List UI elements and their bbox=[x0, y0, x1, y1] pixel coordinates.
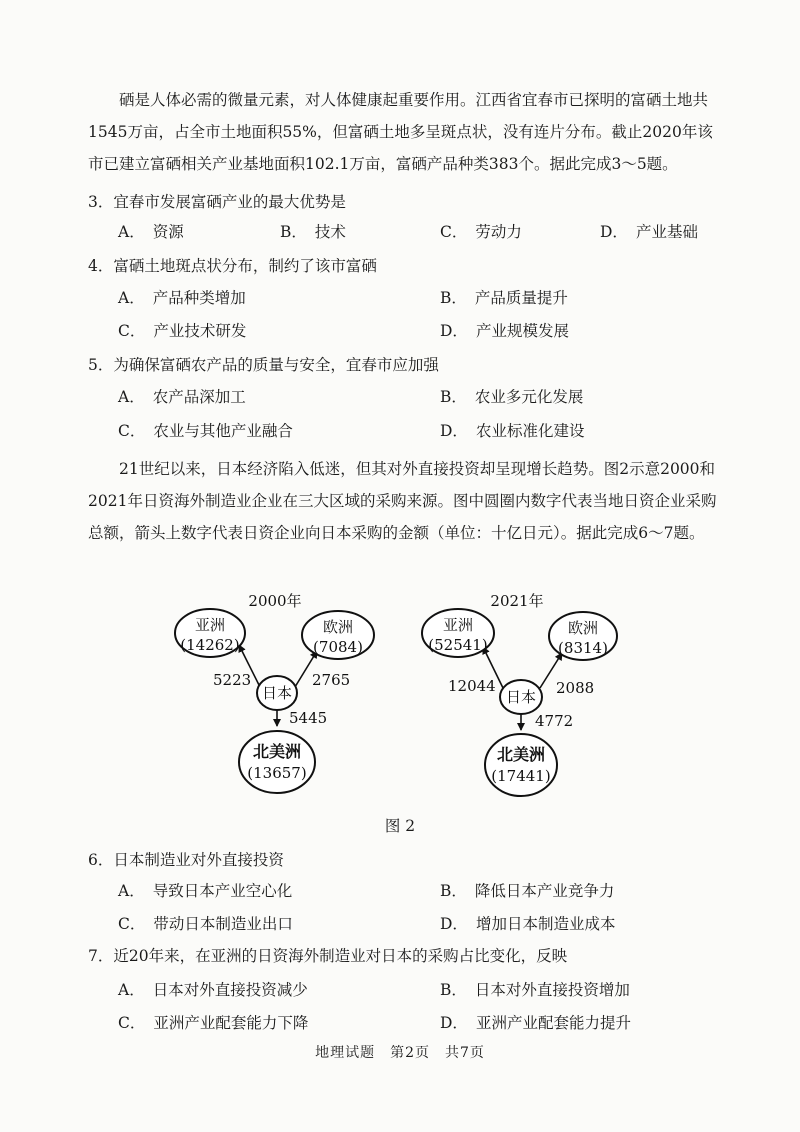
figure-caption: 图 2 bbox=[384, 817, 416, 835]
q5-option-b[interactable]: B． 农业多元化发展 bbox=[440, 388, 584, 406]
q5-option-a[interactable]: A． 农产品深加工 bbox=[118, 388, 246, 406]
q7-option-a[interactable]: A． 日本对外直接投资减少 bbox=[118, 981, 308, 999]
q4-option-c[interactable]: C． 产业技术研发 bbox=[118, 322, 247, 340]
value-japan-europe-2021: 2088 bbox=[556, 679, 595, 697]
figure-2-svg bbox=[0, 580, 800, 820]
q3-option-b[interactable]: B． 技术 bbox=[280, 223, 346, 241]
figure-2-diagram bbox=[0, 580, 800, 820]
namerica-2021-name: 北美洲 bbox=[496, 745, 546, 764]
question-6-stem: 6．日本制造业对外直接投资 bbox=[88, 851, 284, 869]
q6-option-a[interactable]: A． 导致日本产业空心化 bbox=[118, 882, 293, 900]
question-7-stem: 7．近20年来，在亚洲的日资海外制造业对日本的采购占比变化，反映 bbox=[88, 947, 568, 965]
q5-option-c[interactable]: C． 农业与其他产业融合 bbox=[118, 422, 293, 440]
q6-option-b[interactable]: B． 降低日本产业竞争力 bbox=[440, 882, 615, 900]
intro-paragraph-selenium: 硒是人体必需的微量元素，对人体健康起重要作用。江西省宜春市已探明的富硒土地共1545万亩，占全市土地面积55%，但富硒土地多呈斑点状，没有连片分布。截止2020年该市已建立富硒相关产业基地面积102.1万亩，富硒产品种类383个。据此完成3～5题。 bbox=[88, 91, 713, 173]
asia-2000-total: (14262) bbox=[180, 636, 240, 654]
q3-option-a[interactable]: A． 资源 bbox=[118, 223, 184, 241]
circle-namerica-2000 bbox=[239, 731, 315, 793]
namerica-2000-name: 北美洲 bbox=[252, 742, 302, 761]
circle-namerica-2021 bbox=[485, 734, 557, 796]
namerica-2021-total: (17441) bbox=[491, 767, 551, 785]
japan-2021-label: 日本 bbox=[505, 688, 537, 706]
q7-option-c[interactable]: C． 亚洲产业配套能力下降 bbox=[118, 1014, 309, 1032]
q7-option-b[interactable]: B． 日本对外直接投资增加 bbox=[440, 981, 630, 999]
panel-2000 bbox=[175, 592, 374, 793]
intro-paragraph-japan-fdi: 21世纪以来，日本经济陷入低迷，但其对外直接投资却呈现增长趋势。图2示意2000和2021年日资海外制造业企业在三大区域的采购来源。图中圆圈内数字代表当地日资企业采购总额，箭头上数字代表日资企业向日本采购的金额（单位：十亿日元）。据此完成6～7题。 bbox=[88, 460, 717, 542]
europe-2021-name: 欧洲 bbox=[567, 619, 599, 637]
panel-2021-year: 2021年 bbox=[490, 592, 544, 610]
page-footer: 地理试题 第2页 共7页 bbox=[315, 1045, 485, 1061]
q4-option-b[interactable]: B． 产品质量提升 bbox=[440, 289, 568, 307]
q6-option-d[interactable]: D． 增加日本制造业成本 bbox=[440, 915, 616, 933]
value-japan-asia-2000: 5223 bbox=[213, 671, 252, 689]
europe-2021-total: (8314) bbox=[558, 639, 608, 657]
q4-option-d[interactable]: D． 产业规模发展 bbox=[440, 322, 569, 340]
q3-option-d[interactable]: D． 产业基础 bbox=[600, 223, 698, 241]
asia-2000-name: 亚洲 bbox=[194, 616, 226, 634]
panel-2021 bbox=[422, 592, 617, 796]
q3-option-c[interactable]: C． 劳动力 bbox=[440, 223, 522, 241]
question-4-stem: 4．富硒土地斑点状分布，制约了该市富硒 bbox=[88, 257, 377, 275]
question-3-stem: 3．宜春市发展富硒产业的最大优势是 bbox=[88, 193, 346, 211]
europe-2000-name: 欧洲 bbox=[322, 618, 354, 636]
asia-2021-name: 亚洲 bbox=[442, 616, 474, 634]
value-japan-asia-2021: 12044 bbox=[448, 677, 496, 695]
japan-2000-label: 日本 bbox=[261, 684, 293, 702]
value-japan-europe-2000: 2765 bbox=[312, 671, 351, 689]
q4-option-a[interactable]: A． 产品种类增加 bbox=[118, 289, 246, 307]
value-japan-namerica-2000: 5445 bbox=[289, 709, 328, 727]
namerica-2000-total: (13657) bbox=[247, 764, 307, 782]
question-5-stem: 5．为确保富硒农产品的质量与安全，宜春市应加强 bbox=[88, 356, 439, 374]
q6-option-c[interactable]: C． 带动日本制造业出口 bbox=[118, 915, 293, 933]
panel-2000-year: 2000年 bbox=[248, 592, 302, 610]
q7-option-d[interactable]: D． 亚洲产业配套能力提升 bbox=[440, 1014, 631, 1032]
value-japan-namerica-2021: 4772 bbox=[535, 712, 574, 730]
q5-option-d[interactable]: D． 农业标准化建设 bbox=[440, 422, 585, 440]
europe-2000-total: (7084) bbox=[313, 638, 363, 656]
asia-2021-total: (52541) bbox=[428, 636, 488, 654]
